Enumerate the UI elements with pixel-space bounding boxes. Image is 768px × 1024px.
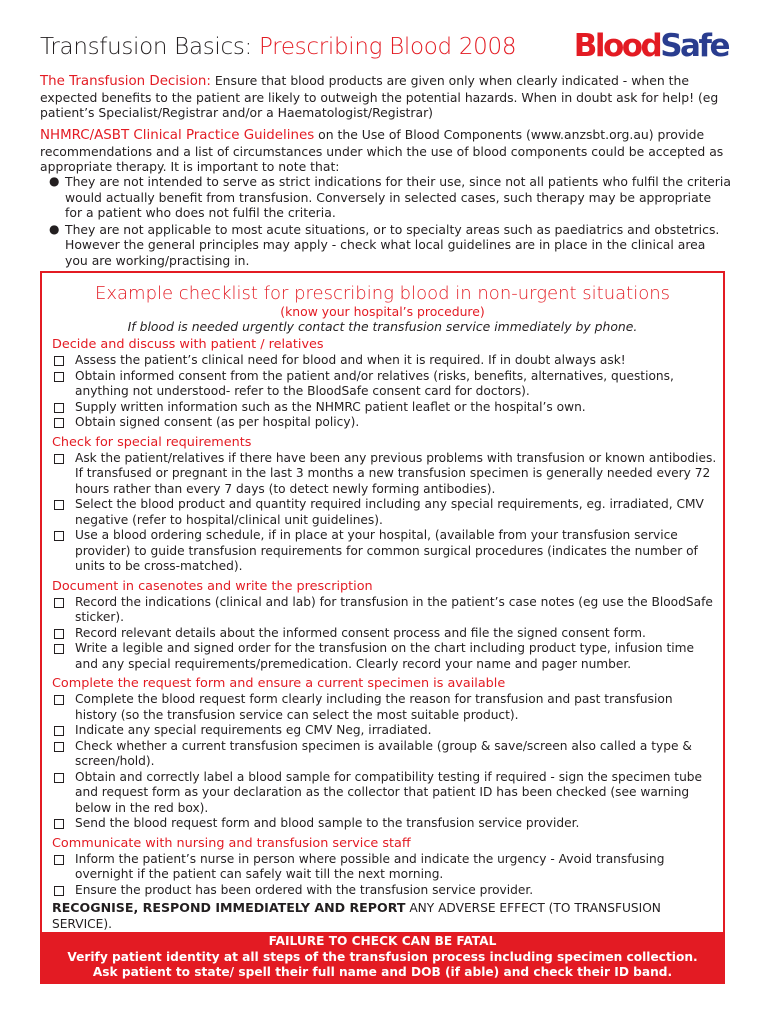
checkbox-icon[interactable] bbox=[54, 855, 64, 865]
item-text: Select the blood product and quantity required including any special requirements, eg. irradiated, CMV negative (refer to hospital/clinical unit guidelines). bbox=[75, 497, 704, 527]
checkbox-icon[interactable] bbox=[54, 418, 64, 428]
checklist-item bbox=[52, 641, 717, 672]
section-heading: Communicate with nursing and transfusion service staff bbox=[52, 835, 411, 851]
item-text: Write a legible and signed order for the transfusion on the chart including product type, infusion time and any special requirements/premedication. Clearly record your name and pager number. bbox=[75, 641, 695, 671]
checklist-item bbox=[52, 883, 717, 899]
item-text: Inform the patient’s nurse in person where possible and indicate the urgency - Avoid transfusing overnight if the patient can safely wait till the next morning. bbox=[75, 851, 665, 881]
section-heading: Check for special requirements bbox=[52, 434, 252, 450]
checkbox-icon[interactable] bbox=[54, 500, 64, 510]
page-header bbox=[40, 28, 730, 72]
item-text: Send the blood request form and blood sample to the transfusion service provider. bbox=[75, 816, 580, 830]
checkbox-icon[interactable] bbox=[54, 454, 64, 464]
checklist-item bbox=[52, 451, 717, 498]
checkbox-icon[interactable] bbox=[54, 598, 64, 608]
banner-line-2: Verify patient identity at all steps of the transfusion process including specimen collection. bbox=[67, 949, 698, 964]
item-text: Indicate any special requirements eg CMV Neg, irradiated. bbox=[75, 723, 432, 737]
recognise-rest: ANY ADVERSE EFFECT (TO TRANSFUSION SERVICE). bbox=[52, 901, 661, 931]
bullet-dot-icon: ● bbox=[49, 174, 60, 188]
recognise-statement bbox=[52, 900, 717, 932]
item-text: Obtain informed consent from the patient and/or relatives (risks, benefits, alternatives, questions, anything not understood- refer to the BloodSafe consent card for doctors). bbox=[75, 368, 674, 398]
checklist-item bbox=[52, 353, 717, 369]
item-text: Ensure the product has been ordered with the transfusion service provider. bbox=[75, 882, 534, 897]
item-text: Ask the patient/relatives if there have been any previous problems with transfusion or known antibodies. If transfused or pregnant in the last 3 months a new transfusion specimen is generally needed every 72 hours rather than every 7 days (to detect newly forming antibodies). bbox=[75, 450, 717, 496]
checklist-item bbox=[52, 415, 717, 431]
checklist-box bbox=[40, 271, 725, 984]
logo-blood: Blood bbox=[573, 28, 661, 64]
title-prefix: Transfusion Basics: bbox=[40, 34, 260, 60]
checkbox-icon[interactable] bbox=[54, 403, 64, 413]
guidelines-text: on the Use of Blood Components (www.anzsbt.org.au) provide recommendations and a list of circumstances under which the use of blood components could be accepted as appropriate therapy. It is important to note that: bbox=[40, 127, 724, 175]
document-title bbox=[40, 34, 516, 60]
checkbox-icon[interactable] bbox=[54, 695, 64, 705]
checkbox-icon[interactable] bbox=[54, 742, 64, 752]
item-text: Check whether a current transfusion specimen is available (group & save/screen also called a type & screen/hold). bbox=[75, 738, 692, 768]
checklist-item bbox=[52, 400, 717, 416]
item-text: Record the indications (clinical and lab) for transfusion in the patient’s case notes (eg use the BloodSafe sticker). bbox=[75, 594, 713, 624]
section-heading: Decide and discuss with patient / relatives bbox=[52, 337, 324, 352]
item-text: Obtain and correctly label a blood sample for compatibility testing if required - sign the specimen tube and request form as your declaration as the collector that patient ID has been checked (see warning below in the red box). bbox=[75, 769, 703, 815]
checklist-item bbox=[52, 528, 717, 575]
checklist-item bbox=[52, 595, 717, 626]
guidelines-lead: NHMRC/ASBT Clinical Practice Guidelines bbox=[40, 128, 315, 143]
banner-line-1: FAILURE TO CHECK CAN BE FATAL bbox=[268, 934, 497, 948]
item-text: Obtain signed consent (as per hospital policy). bbox=[75, 415, 360, 429]
checkbox-icon[interactable] bbox=[54, 773, 64, 783]
item-text: Complete the blood request form clearly including the reason for transfusion and past transfusion history (so the transfusion service can select the most suitable product). bbox=[75, 692, 673, 722]
checkbox-icon[interactable] bbox=[54, 726, 64, 736]
section-heading: Complete the request form and ensure a current specimen is available bbox=[52, 676, 506, 691]
bullet-text: They are not applicable to most acute situations, or to specialty areas such as paediatrics and obstetrics. However the general principles may apply - check what local guidelines are in place in the clinical area you are working/practising in. bbox=[65, 221, 720, 268]
transfusion-decision-paragraph bbox=[40, 73, 732, 121]
checkbox-icon[interactable] bbox=[54, 356, 64, 366]
item-text: Supply written information such as the NHMRC patient leaflet or the hospital’s own. bbox=[75, 399, 586, 414]
bullet-item bbox=[40, 222, 732, 269]
checkbox-icon[interactable] bbox=[54, 531, 64, 541]
urgent-note: If blood is needed urgently contact the transfusion service immediately by phone. bbox=[127, 319, 638, 334]
checklist-item bbox=[52, 723, 717, 739]
checklist-item bbox=[52, 626, 717, 642]
item-text: Record relevant details about the informed consent process and file the signed consent form. bbox=[75, 625, 646, 640]
decision-lead: The Transfusion Decision: bbox=[40, 74, 211, 89]
warning-banner bbox=[42, 932, 723, 982]
section-heading: Document in casenotes and write the prescription bbox=[52, 578, 373, 594]
checklist-item bbox=[52, 852, 717, 883]
checkbox-icon[interactable] bbox=[54, 629, 64, 639]
decision-text: Ensure that blood products are given only when clearly indicated - when the expected benefits to the patient are likely to outweigh the potential hazards. When in doubt ask for help! (eg patient’s Specialist/Registrar and/or a Haematologist/Registrar) bbox=[40, 73, 719, 121]
item-text: Use a blood ordering schedule, if in place at your hospital, (available from your transfusion service provider) to guide transfusion requirements for common surgical procedures (indicates the number of units to be cross-matched). bbox=[75, 528, 698, 573]
checklist-subtitle: (know your hospital’s procedure) bbox=[280, 304, 485, 319]
checklist-item bbox=[52, 770, 717, 817]
checkbox-icon[interactable] bbox=[54, 886, 64, 896]
checklist-item bbox=[52, 369, 717, 400]
checkbox-icon[interactable] bbox=[54, 644, 64, 654]
guidelines-paragraph bbox=[40, 127, 732, 175]
checklist-title: Example checklist for prescribing blood in non-urgent situations bbox=[94, 283, 671, 304]
checklist-item bbox=[52, 692, 717, 723]
checklist bbox=[52, 337, 717, 932]
bullet-text: They are not intended to serve as strict indications for their use, since not all patients who fulfil the criteria would actually benefit from transfusion. Conversely in selected cases, such therapy may be appropriate for a patient who does not fulfil the criteria. bbox=[65, 174, 731, 221]
checklist-item bbox=[52, 739, 717, 770]
checklist-item bbox=[52, 816, 717, 832]
recognise-bold: RECOGNISE, RESPOND IMMEDIATELY AND REPORT bbox=[52, 900, 406, 915]
guidelines-bullets bbox=[40, 174, 732, 269]
bullet-dot-icon: ● bbox=[49, 221, 60, 236]
checkbox-icon[interactable] bbox=[54, 372, 64, 382]
bloodsafe-logo bbox=[574, 28, 728, 64]
title-highlight: Prescribing Blood 2008 bbox=[259, 34, 517, 60]
checklist-item bbox=[52, 497, 717, 528]
logo-safe: Safe bbox=[660, 28, 728, 64]
item-text: Assess the patient’s clinical need for blood and when it is required. If in doubt always ask! bbox=[75, 353, 626, 367]
bullet-item bbox=[40, 174, 732, 221]
banner-line-3: Ask patient to state/ spell their full name and DOB (if able) and check their ID band. bbox=[92, 965, 673, 979]
checkbox-icon[interactable] bbox=[54, 819, 64, 829]
